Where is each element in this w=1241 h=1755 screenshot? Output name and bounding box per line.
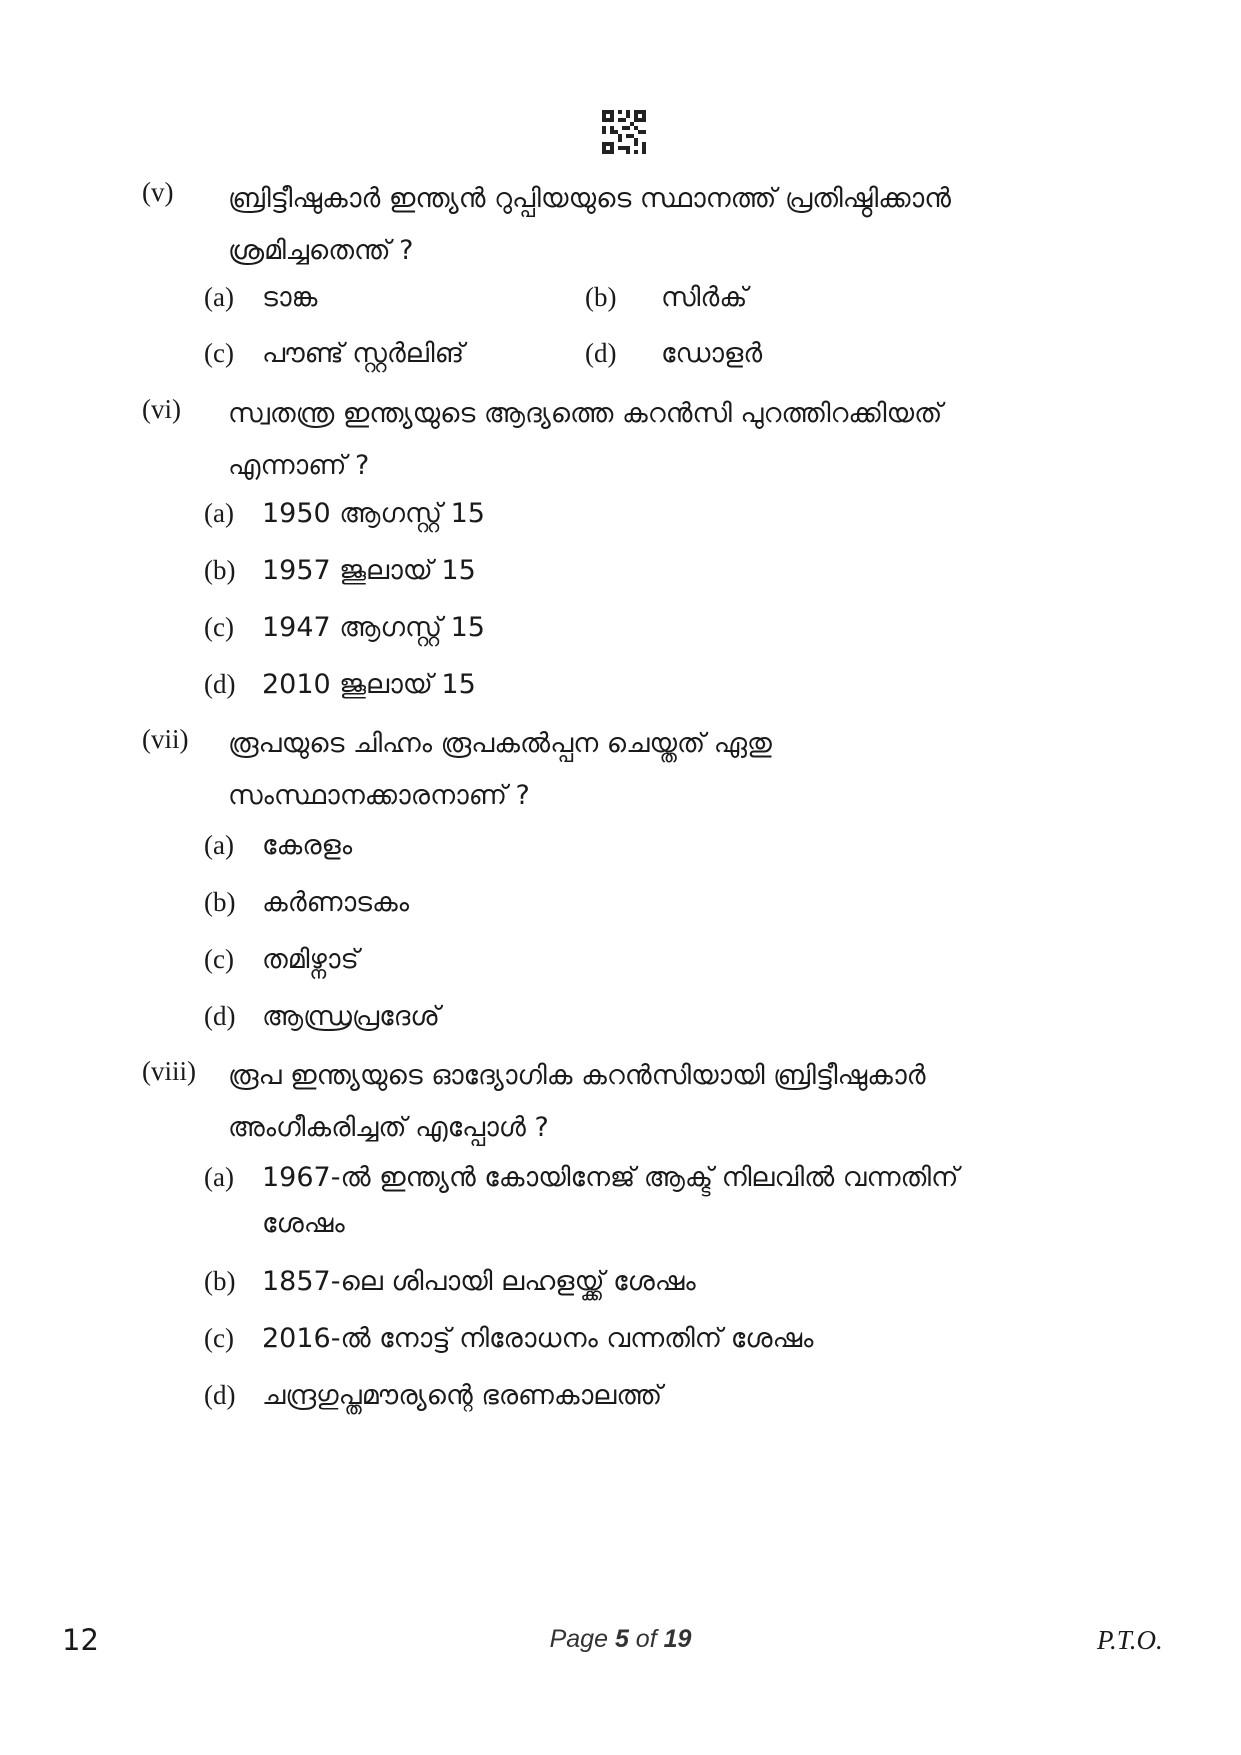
question-line: സ്വതന്ത്ര ഇന്ത്യയുടെ ആദ്യത്തെ കറൻസി പുറത്തിറക്കിയത് (228, 398, 943, 429)
option-text: 2010 ജൂലായ് 15 (262, 669, 476, 700)
option-label: (d) (204, 1380, 236, 1410)
option-label: (c) (204, 944, 234, 974)
qr-code-icon (602, 110, 646, 154)
page-code-number: 12 (62, 1623, 99, 1657)
page-of: of (628, 1625, 664, 1653)
question-text (228, 173, 1128, 277)
question-line: അംഗീകരിച്ചത് എപ്പോൾ ? (228, 1112, 549, 1143)
question-text (228, 718, 1128, 822)
page-current: 5 (614, 1625, 629, 1653)
question-line: രൂപ ഇന്ത്യയുടെ ഓദ്യോഗിക കറൻസിയായി ബ്രിട്ടീഷുകാർ (228, 1060, 926, 1091)
question-line: രൂപയുടെ ചിഹ്നം രൂപകൽപ്പന ചെയ്തത് ഏതു (228, 728, 772, 759)
option-text: 1947 ആഗസ്റ്റ് 15 (262, 612, 485, 643)
option-text: 2016-ൽ നോട്ട് നിരോധനം വന്നതിന് ശേഷം (262, 1323, 814, 1354)
option-label: (a) (204, 282, 234, 312)
option-label: (b) (585, 282, 617, 312)
option-text: 1967-ൽ ഇന്ത്യൻ കോയിനേജ് ആക്ട് നിലവിൽ വന്നതിന് (262, 1162, 959, 1193)
option-text: കേരളം (262, 830, 353, 861)
question-line: ബ്രിട്ടീഷുകാർ ഇന്ത്യൻ റുപ്പിയയുടെ സ്ഥാനത്ത് പ്രതിഷ്ഠിക്കാൻ (228, 183, 952, 214)
option-label: (a) (204, 1162, 234, 1192)
option-text: 1857-ലെ ശിപായി ലഹളയ്ക്ക് ശേഷം (262, 1266, 696, 1297)
option-text-continued: ശേഷം (262, 1208, 345, 1239)
option-text: 1950 ആഗസ്റ്റ് 15 (262, 498, 485, 529)
option-label: (d) (204, 669, 236, 699)
option-text: ആന്ധ്രപ്രദേശ് (262, 1001, 440, 1032)
pto-label: P.T.O. (1097, 1625, 1163, 1655)
option-text: ടാങ്ക (262, 282, 318, 313)
question-number: (v) (142, 177, 174, 207)
option-label: (b) (204, 887, 236, 917)
option-text: സിർക് (661, 282, 748, 313)
question-number: (viii) (142, 1056, 196, 1086)
page-prefix: Page (549, 1625, 615, 1653)
page-total: 19 (663, 1625, 692, 1653)
option-text: തമിഴ്നാട് (262, 944, 359, 975)
option-text: കർണാടകം (262, 887, 410, 918)
option-text: 1957 ജൂലായ് 15 (262, 555, 476, 586)
option-label: (d) (585, 338, 617, 368)
option-label: (c) (204, 612, 234, 642)
question-number: (vii) (142, 724, 189, 754)
option-label: (c) (204, 338, 234, 368)
question-line: ശ്രമിച്ചതെന്ത് ? (228, 235, 414, 266)
question-text (228, 388, 1128, 492)
question-text (228, 1050, 1128, 1154)
option-label: (d) (204, 1001, 236, 1031)
option-label: (a) (204, 498, 234, 528)
option-label: (b) (204, 555, 236, 585)
question-line: സംസ്ഥാനക്കാരനാണ് ? (228, 780, 530, 811)
question-line: എന്നാണ് ? (228, 450, 370, 481)
option-text: ചന്ദ്രഗുപ്തമൗര്യന്റെ ഭരണകാലത്ത് (262, 1380, 663, 1411)
option-text: ഡോളർ (661, 338, 763, 369)
option-label: (a) (204, 830, 234, 860)
question-number: (vi) (142, 394, 181, 424)
option-label: (b) (204, 1266, 236, 1296)
page-indicator (0, 1625, 1241, 1654)
option-label: (c) (204, 1323, 234, 1353)
option-text: പൗണ്ട് സ്റ്റർലിങ് (262, 338, 465, 369)
